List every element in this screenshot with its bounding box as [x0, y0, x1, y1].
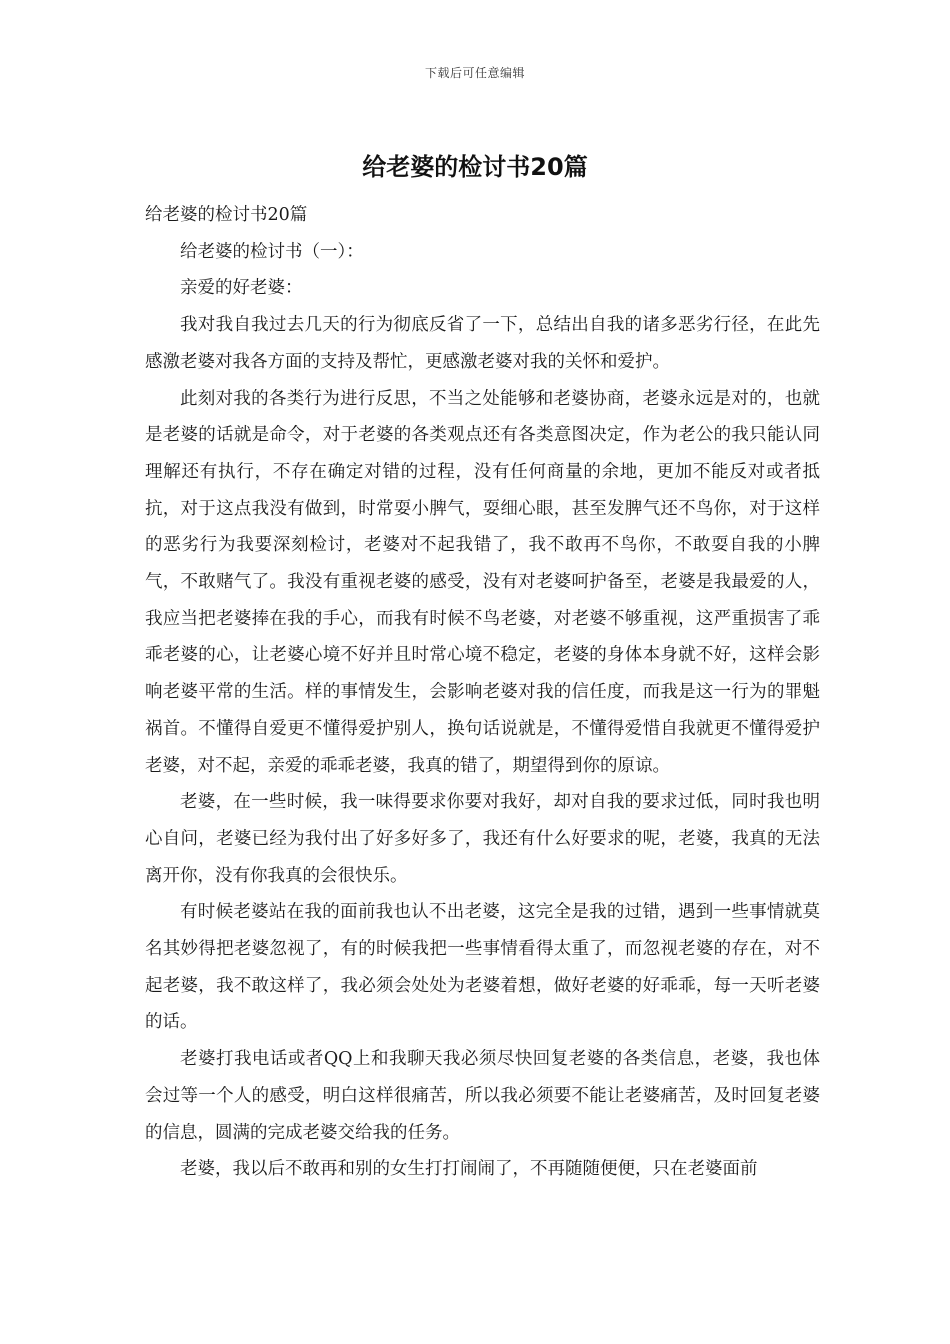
section-heading: 给老婆的检讨书（一）：: [180, 241, 364, 262]
paragraph: 老婆打我电话或者QQ上和我聊天我必须尽快回复老婆的各类信息，老婆，我也体会过等一个人的感受，明白这样很痛苦，所以我必须要不能让老婆痛苦，及时回复老婆的信息，圆满的完成老婆交给我的任务。: [145, 1049, 820, 1143]
paragraph: 老婆，在一些时候，我一味得要求你要对我好，却对自我的要求过低，同时我也明心自问，老婆已经为我付出了好多好多了，我还有什么好要求的呢，老婆，我真的无法离开你，没有你我真的会很快乐。: [145, 792, 820, 886]
paragraph: 此刻对我的各类行为进行反思，不当之处能够和老婆协商，老婆永远是对的，也就是老婆的话就是命令，对于老婆的各类观点还有各类意图决定，作为老公的我只能认同理解还有执行，不存在确定对错的过程，没有任何商量的余地，更加不能反对或者抵抗，对于这点我没有做到，时常耍小脾气，耍细心眼，甚至发脾气还不鸟你，对于这样的恶劣行为我要深刻检讨，老婆对不起我错了，我不敢再不鸟你，不敢耍自我的小脾气，不敢赌气了。我没有重视老婆的感受，没有对老婆呵护备至，老婆是我最爱的人，我应当把老婆捧在我的手心，而我有时候不鸟老婆，对老婆不够重视，这严重损害了乖乖老婆的心，让老婆心境不好并且时常心境不稳定，老婆的身体本身就不好，这样会影响老婆平常的生活。样的事情发生，会影响老婆对我的信任度，而我是这一行为的罪魁祸首。不懂得自爱更不懂得爱护别人，换句话说就是，不懂得爱惜自我就更不懂得爱护老婆，对不起，亲爱的乖乖老婆，我真的错了，期望得到你的原谅。: [145, 388, 820, 776]
paragraph: 有时候老婆站在我的面前我也认不出老婆，这完全是我的过错，遇到一些事情就莫名其妙得把老婆忽视了，有的时候我把一些事情看得太重了，而忽视老婆的存在，对不起老婆，我不敢这样了，我必须会处处为老婆着想，做好老婆的好乖乖，每一天听老婆的话。: [145, 902, 820, 1033]
paragraph: 我对我自我过去几天的行为彻底反省了一下，总结出自我的诸多恶劣行径，在此先感激老婆对我各方面的支持及帮忙，更感激老婆对我的关怀和爱护。: [145, 315, 820, 372]
page-header-note: 下载后可任意编辑: [424, 66, 525, 80]
document-title: 给老婆的检讨书20篇: [362, 153, 588, 181]
document-body: [145, 197, 820, 1188]
document-subtitle: 给老婆的检讨书20篇: [145, 205, 308, 225]
paragraph: 老婆，我以后不敢再和别的女生打打闹闹了，不再随随便便，只在老婆面前: [180, 1159, 758, 1180]
salutation: 亲爱的好老婆：: [180, 278, 303, 299]
